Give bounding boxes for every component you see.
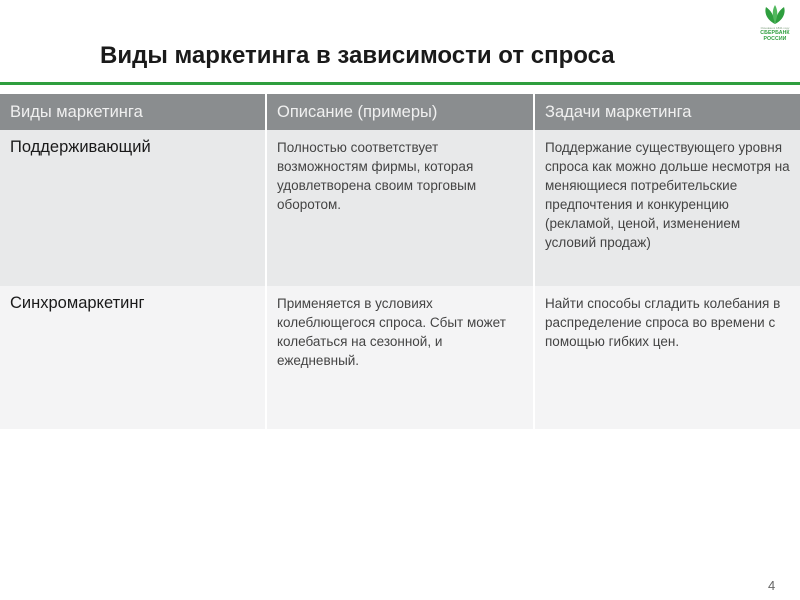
logo-brand-line1: СБЕРБАНК [760, 30, 790, 36]
page-number: 4 [768, 578, 776, 593]
logo-brand-line2: РОССИИ [763, 36, 787, 42]
row-description-cell: Применяется в условиях колеблющегося спроса. Сбыт может колебаться на сезонной, и ежедневный. [266, 286, 534, 429]
marketing-types-table [0, 94, 800, 429]
column-header-tasks: Задачи маркетинга [534, 94, 800, 130]
row-type-cell: Синхромаркетинг [0, 286, 266, 429]
row-description-cell: Полностью соответствует возможностям фирмы, которая удовлетворена своим торговым оборотом. [266, 130, 534, 286]
leaf-emblem-icon [762, 4, 788, 26]
row-type-cell: Поддерживающий [0, 130, 266, 286]
table-row [0, 130, 800, 286]
sberbank-logo [752, 4, 798, 50]
page-title: Виды маркетинга в зависимости от спроса [100, 42, 615, 69]
column-header-description: Описание (примеры) [266, 94, 534, 130]
table-header-row [0, 94, 800, 130]
table-row [0, 286, 800, 429]
title-divider [0, 82, 800, 85]
logo-tagline: Основан в 1841 году [760, 26, 790, 30]
row-tasks-cell: Найти способы сгладить колебания в распределение спроса во времени с помощью гибких цен. [534, 286, 800, 429]
row-tasks-cell: Поддержание существующего уровня спроса как можно дольше несмотря на меняющиеся потребительские предпочтения и конкуренцию (рекламой, ценой, изменением условий продаж) [534, 130, 800, 286]
column-header-type: Виды маркетинга [0, 94, 266, 130]
